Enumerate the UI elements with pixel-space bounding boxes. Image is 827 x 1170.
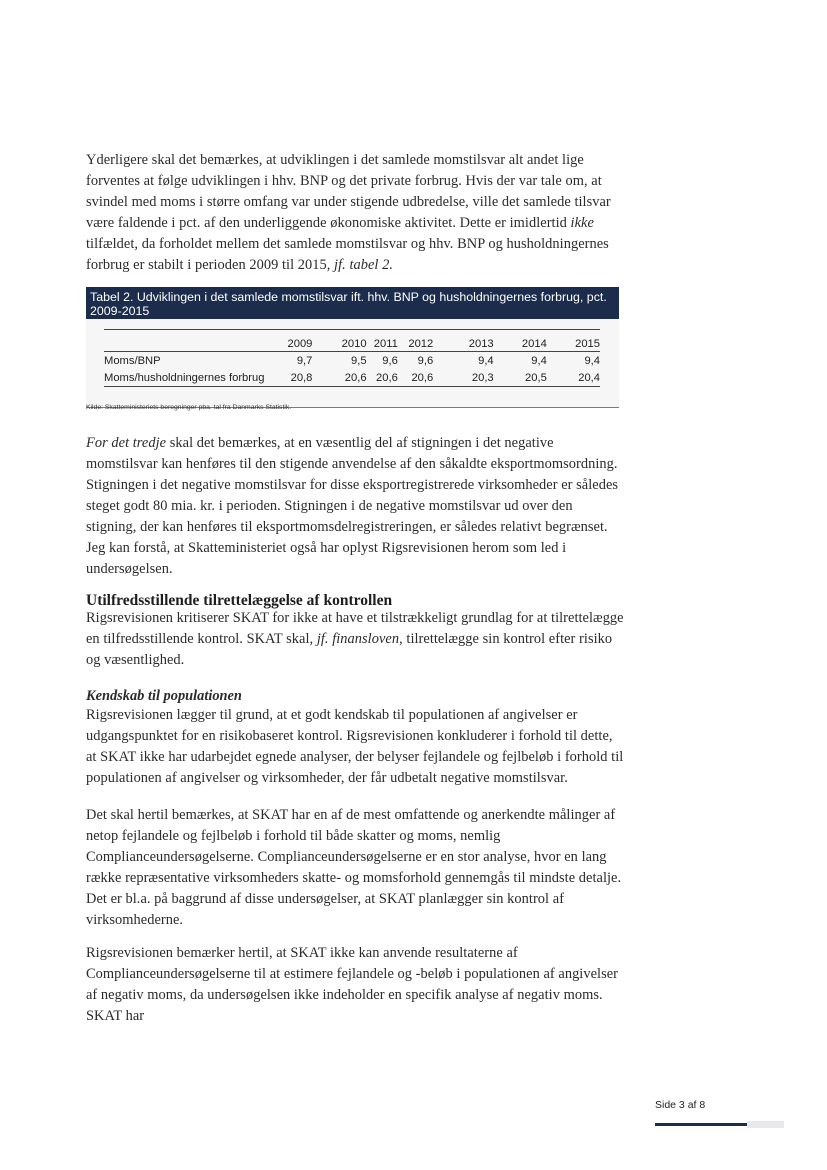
section-heading: Utilfredsstillende tilrettelæggelse af kontrollen [86,592,393,609]
paragraph-3-text-a: Rigsrevisionen kritiserer SKAT for ikke at have et tilstrækkeligt grundlag for at tilrettelægge en tilfredsstillende kontrol. SKAT skal, [86,610,624,647]
table-header-empty [104,330,281,352]
table-row [104,352,600,370]
paragraph-2-text: skal det bemærkes, at en væsentlig del af stigningen i det negative momstilsvar kan henføres til den stigende anvendelse af den såkaldte eksportmomsordning. Stigningen i det negative momstilsvar for disse eksportregistrerede virksomheder er således steget godt 80 mia. kr. i perioden. Stigningen i de negative momstilsvar ud over den stigning, der kan henføres til eksportmomsdelregistreringen, er således relativt begrænset. Jeg kan forstå, at Skatteministeriet også har oplyst Rigsrevisionen herom som led i undersøgelsen. [86,435,619,577]
table-cell: 9,7 [296,354,313,367]
table-cell: 9,6 [382,354,398,367]
table-cell: 20,4 [547,369,600,387]
year-header: 2012 [398,330,433,352]
paragraph-3 [86,608,626,671]
paragraph-1-text-a: Yderligere skal det bemærkes, at udviklingen i det samlede momstilsvar alt andet lige forventes at følge udviklingen i hhv. BNP og det private forbrug. Hvis der var tale om, at svindel med moms i større omfang var under stigende udbredelse, ville det samlede tilsvar være faldende i pct. af den underliggende økonomiske aktivitet. Dette er imidlertid [86,152,611,231]
paragraph-2 [86,433,626,580]
data-table [104,329,600,387]
table-cell: 20,8 [281,369,312,387]
page-number: Side 3 af 8 [655,1099,706,1111]
table-cell: 20,6 [367,369,398,387]
table-cell: 9,6 [417,354,434,367]
year-header: 2011 [367,330,398,352]
year-header: 2013 [433,330,493,352]
subsection-heading: Kendskab til populationen [86,688,242,704]
paragraph-4: Rigsrevisionen lægger til grund, at et godt kendskab til populationen af angivelser er udgangspunktet for en risikobaseret kontrol. Rigsrevisionen konkluderer i forhold til dette, at SKAT ikke har udarbejdet egnede analyser, der belyser fejlandele og fejlbeløb i forhold til populationen af angivelser og virksomheder, der får udbetalt negative momstilsvar. [86,707,624,786]
table-header-row [104,330,600,352]
finansloven-reference: jf. finansloven [316,631,400,647]
paragraph-1-text-b: tilfældet, da forholdet mellem det samlede momstilsvar og hhv. BNP og husholdningernes forbrug er stabilt i perioden 2009 til 2015, [86,236,609,273]
table-cell: 20,6 [312,369,366,387]
table-title: Tabel 2. Udviklingen i det samlede momstilsvar ift. hhv. BNP og husholdningernes forbrug, pct. 2009-2015 [86,287,619,319]
paragraph-3-text-b: , tilrettelægge sin kontrol efter risiko og væsentlighed. [86,631,613,668]
table-cell: 20,6 [398,369,433,387]
footer-rule [655,1123,747,1126]
paragraph-1-italic-a: ikke [570,215,594,231]
table-cell: 20,5 [494,369,547,387]
table-cell: 9,4 [531,354,547,367]
year-header: 2015 [547,330,600,352]
paragraph-5: Det skal hertil bemærkes, at SKAT har en af de mest omfattende og anerkendte målinger af netop fejlandele og fejlbeløb i forhold til både skatter og moms, nemlig Complianceundersøgelserne. Complianceundersøgelserne er en stor analyse, hvor en lang række repræsentative virksomheders skatte- og momsforhold gennemgås til mindste detalje. Det er bl.a. på baggrund af disse undersøgelser, at SKAT planlægger sin kontrol af virksomhederne. [86,807,622,928]
table-cell: 9,4 [478,354,494,367]
footer-rule-light [747,1121,784,1128]
table-reference: jf. tabel 2. [334,257,394,273]
paragraph-1 [86,150,626,276]
table-row [104,369,600,387]
table-cell: 20,3 [433,369,493,387]
year-header: 2014 [494,330,547,352]
row-label: Moms/BNP [104,354,161,367]
year-header: 2009 [281,330,312,352]
paragraph-6: Rigsrevisionen bemærker hertil, at SKAT ikke kan anvende resultaterne af Complianceundersøgelserne til at estimere fejlandele og -beløb i populationen af angivelser af negativ moms, da undersøgelsen ikke indeholder en specifik analyse af negativ moms. SKAT har [86,945,619,1024]
year-header: 2010 [312,330,366,352]
paragraph-2-italic-lead: For det tredje [86,435,167,451]
table-cell: 9,4 [584,354,600,367]
table-cell: 9,5 [351,354,367,367]
row-label: Moms/husholdningernes forbrug [104,369,281,387]
table-source-note: Kilde: Skatteministeriets beregninger pba. tal fra Danmarks Statistik. [86,404,292,411]
